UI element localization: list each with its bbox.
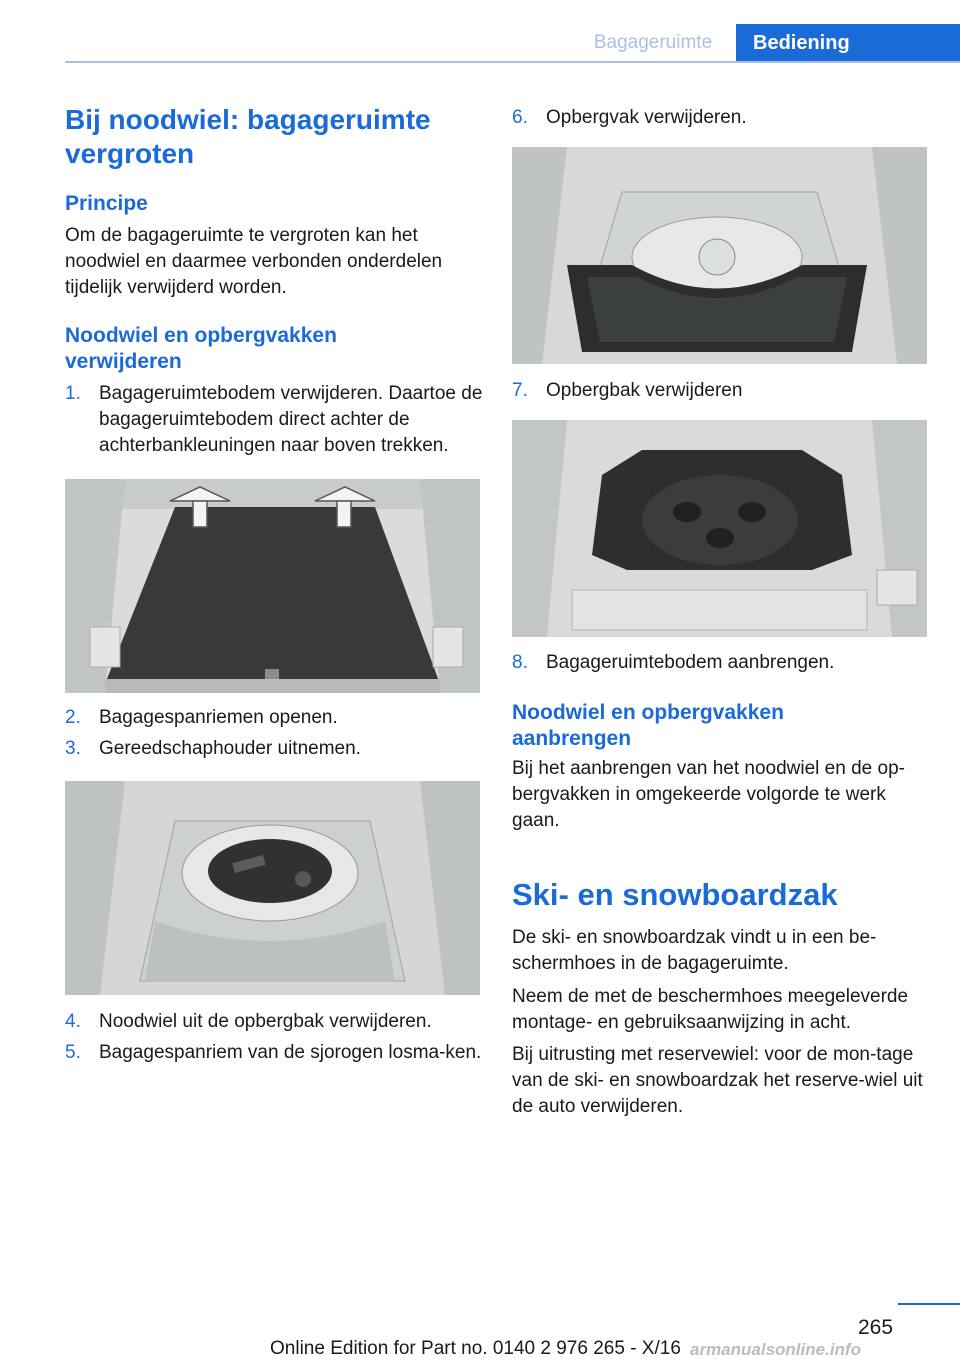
watermark: armanualsonline.info bbox=[690, 1340, 861, 1359]
step-text: Opbergbak verwijderen bbox=[546, 380, 743, 401]
step-number: 1. bbox=[65, 383, 81, 404]
ski-text-3: Bij uitrusting met reservewiel: voor de mon-tage van de ski- en snowboardzak het reserve-wiel uit de auto verwijderen. bbox=[512, 1044, 923, 1117]
step-text: Noodwiel uit de opbergbak verwijderen. bbox=[99, 1011, 432, 1032]
step-number: 2. bbox=[65, 707, 81, 728]
page-title: Bij noodwiel: bagageruimte vergroten bbox=[65, 104, 431, 169]
step-number: 7. bbox=[512, 380, 528, 401]
step-3 bbox=[65, 736, 480, 762]
step-7 bbox=[512, 378, 930, 404]
step-text: Opbergvak verwijderen. bbox=[546, 107, 747, 128]
footer-rule bbox=[898, 1303, 960, 1305]
trunk-floor-photo bbox=[65, 479, 480, 693]
step-text: Bagagespanriem van de sjorogen losma-ken. bbox=[99, 1042, 482, 1063]
step-number: 6. bbox=[512, 107, 528, 128]
step-text: Bagageruimtebodem verwijderen. Daartoe de bagageruimtebodem direct achter de achterbankleuningen naar boven trekken. bbox=[99, 383, 483, 456]
step-number: 5. bbox=[65, 1042, 81, 1063]
principle-text: Om de bagageruimte te vergroten kan het noodwiel en daarmee verbonden onderdelen tijdelijk verwijderd worden. bbox=[65, 225, 443, 298]
storage-compartment-photo bbox=[512, 147, 927, 364]
step-5 bbox=[65, 1040, 480, 1094]
section-tab: Bagageruimte bbox=[593, 32, 713, 53]
step-text: Gereedschaphouder uitnemen. bbox=[99, 738, 361, 759]
step-6 bbox=[512, 105, 930, 131]
step-number: 8. bbox=[512, 652, 528, 673]
principle-heading: Principe bbox=[65, 192, 148, 215]
ski-text-1: De ski- en snowboardzak vindt u in een be-schermhoes in de bagageruimte. bbox=[512, 927, 877, 974]
edition-text: Online Edition for Part no. 0140 2 976 265 - X/16 bbox=[270, 1338, 681, 1359]
step-text: Bagagespanriemen openen. bbox=[99, 707, 338, 728]
step-number: 4. bbox=[65, 1011, 81, 1032]
step-text: Bagageruimtebodem aanbrengen. bbox=[546, 652, 835, 673]
ski-text-2: Neem de met de beschermhoes meegeleverde montage- en gebruiksaanwijzing in acht. bbox=[512, 986, 909, 1033]
step-4 bbox=[65, 1009, 480, 1035]
remove-heading: Noodwiel en opbergvakken verwijderen bbox=[65, 324, 337, 373]
page-header bbox=[0, 0, 960, 66]
chapter-tab: Bediening bbox=[736, 24, 960, 62]
header-rule bbox=[65, 61, 960, 63]
step-2 bbox=[65, 705, 480, 731]
page-number: 265 bbox=[858, 1316, 894, 1339]
install-text: Bij het aanbrengen van het noodwiel en de op-bergvakken in omgekeerde volgorde te werk gaan. bbox=[512, 758, 905, 831]
storage-tray-photo bbox=[512, 420, 927, 637]
step-1 bbox=[65, 381, 483, 461]
install-heading: Noodwiel en opbergvakken aanbrengen bbox=[512, 701, 784, 750]
spare-wheel-well-photo bbox=[65, 781, 480, 995]
step-8 bbox=[512, 650, 930, 676]
ski-heading: Ski- en snowboardzak bbox=[512, 877, 838, 912]
step-number: 3. bbox=[65, 738, 81, 759]
